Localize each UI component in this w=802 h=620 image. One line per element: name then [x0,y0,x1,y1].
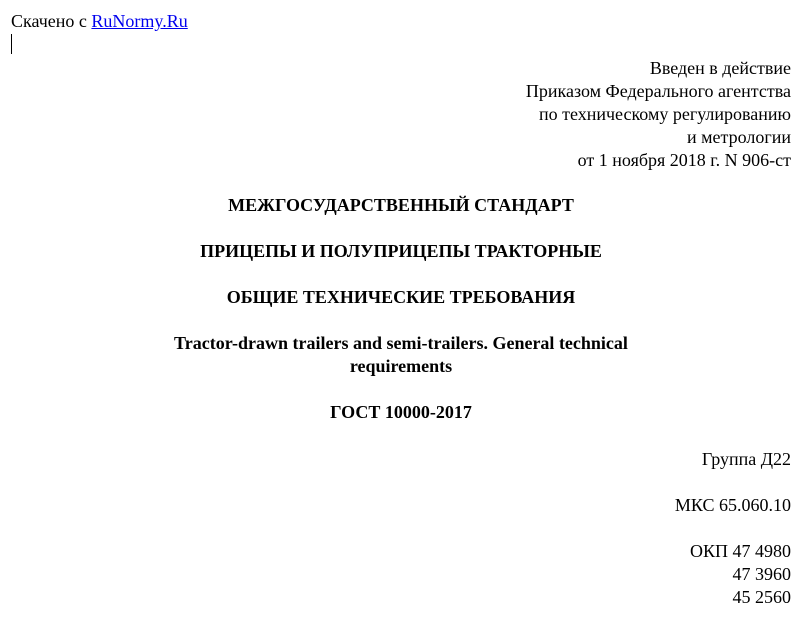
okp-code-line: ОКП 47 4980 [689,541,791,561]
standard-code: ГОСТ 10000-2017 [330,402,472,422]
text-cursor [11,34,12,54]
okp-code-line: 45 2560 [732,587,791,607]
okp-code-line: 47 3960 [732,564,791,584]
mks-code-text: МКС 65.060.10 [674,495,791,515]
enactment-line: по техническому регулированию [538,104,791,124]
standard-name-heading: ПРИЦЕПЫ И ПОЛУПРИЦЕПЫ ТРАКТОРНЫЕ [200,241,602,261]
standard-subtitle-heading: ОБЩИЕ ТЕХНИЧЕСКИЕ ТРЕБОВАНИЯ [226,287,576,307]
source-link[interactable]: RuNormy.Ru [91,11,188,31]
enactment-line: Введен в действие [649,58,791,78]
okp-codes [690,540,791,609]
enactment-line: от 1 ноября 2018 г. N 906-ст [577,150,791,170]
mks-code [675,494,791,517]
enactment-line: и метрологии [687,127,791,147]
group-code [702,448,791,471]
enactment-notice [526,57,791,172]
english-title: Tractor-drawn trailers and semi-trailers. General technical requirements [174,333,628,376]
enactment-line: Приказом Федерального агентства [525,81,791,101]
source-line [11,10,188,32]
source-prefix: Скачено с [11,11,92,31]
group-code-text: Группа Д22 [701,449,791,469]
standard-type-heading: МЕЖГОСУДАРСТВЕННЫЙ СТАНДАРТ [228,195,574,215]
